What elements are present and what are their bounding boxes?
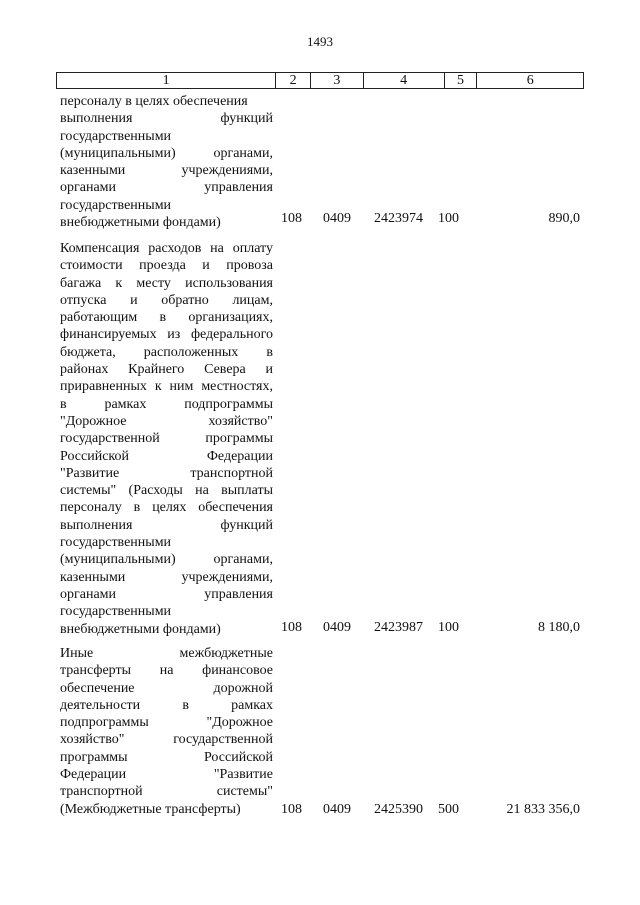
row-3-line: подпрограммы "Дорожное (60, 715, 273, 731)
row-2-line: багажа к месту использования (60, 275, 273, 291)
row-1-line: (муниципальными) органами, (60, 145, 273, 161)
row-3-line: хозяйство" государственной (60, 732, 273, 748)
row-2-line: Российской Федерации (60, 448, 273, 464)
row-2-line: персоналу в целях обеспечения (60, 500, 273, 516)
row-1-line: казенными учреждениями, (60, 163, 273, 179)
page-number: 1493 (307, 34, 333, 49)
row-3-line: трансферты на финансовое (60, 663, 273, 679)
row-3-col-2: 108 (281, 802, 302, 817)
row-1-line: персоналу в целях обеспечения (60, 94, 248, 109)
row-1-col-4: 2423974 (374, 211, 423, 226)
header-col-3: 3 (311, 73, 364, 88)
row-1-description (60, 93, 273, 231)
header-col-2: 2 (276, 73, 311, 88)
header-col-5: 5 (445, 73, 478, 88)
row-1-col-5: 100 (438, 211, 459, 226)
row-2-col-6: 8 180,0 (538, 620, 580, 635)
header-col-4: 4 (364, 73, 445, 88)
row-1-col-3: 0409 (323, 211, 351, 226)
table-header (56, 72, 584, 89)
row-3-description (60, 645, 273, 818)
row-2-col-3: 0409 (323, 620, 351, 635)
row-2-col-5: 100 (438, 620, 459, 635)
row-2-col-4: 2423987 (374, 620, 423, 635)
row-2-line: Компенсация расходов на оплату (60, 241, 273, 256)
row-1-line: внебюджетными фондами) (60, 215, 221, 231)
row-3-col-4: 2425390 (374, 802, 423, 817)
row-1-line: выполнения функций (60, 111, 273, 127)
row-2-col-2: 108 (281, 620, 302, 635)
row-3-line: Федерации "Развитие (60, 767, 273, 783)
row-2-line: стоимости проезда и провоза (60, 258, 273, 274)
row-2-line: казенными учреждениями, (60, 569, 273, 585)
header-col-1: 1 (57, 73, 276, 88)
row-1-line: государственными (60, 128, 172, 144)
row-1-line: государственными (60, 197, 172, 213)
row-1-line: органами управления (60, 180, 273, 196)
row-2-line: системы" (Расходы на выплаты (60, 483, 273, 499)
row-3-line: транспортной системы" (60, 784, 273, 800)
row-2-line: органами управления (60, 586, 273, 602)
row-2-line: приравненных к ним местностях, (60, 379, 273, 395)
row-3-line: (Межбюджетные трансферты) (60, 801, 241, 817)
row-2-line: (муниципальными) органами, (60, 552, 273, 568)
row-3-line: деятельности в рамках (60, 697, 273, 713)
row-3-col-3: 0409 (323, 802, 351, 817)
row-2-description (60, 240, 273, 638)
row-1-col-6: 890,0 (548, 211, 580, 226)
row-2-line: бюджета, расположенных в (60, 344, 273, 360)
row-2-line: выполнения функций (60, 517, 273, 533)
row-2-line: районах Крайнего Севера и (60, 362, 273, 378)
row-1-col-2: 108 (281, 211, 302, 226)
row-2-line: внебюджетными фондами) (60, 621, 221, 637)
row-2-line: государственными (60, 604, 172, 620)
row-2-line: государственными (60, 535, 172, 551)
row-2-line: в рамках подпрограммы (60, 396, 273, 412)
row-2-line: государственной программы (60, 431, 273, 447)
row-2-line: работающим в организациях, (60, 310, 273, 326)
header-col-6: 6 (526, 73, 534, 88)
row-2-line: отпуска и обратно лицам, (60, 292, 273, 308)
row-3-line: Иные межбюджетные (60, 646, 273, 661)
row-2-line: финансируемых из федерального (60, 327, 273, 343)
row-3-col-5: 500 (438, 802, 459, 817)
row-2-line: "Дорожное хозяйство" (60, 413, 273, 429)
row-3-line: обеспечение дорожной (60, 680, 273, 696)
row-2-line: "Развитие транспортной (60, 465, 273, 481)
row-3-col-6: 21 833 356,0 (506, 802, 580, 817)
row-3-line: программы Российской (60, 749, 273, 765)
